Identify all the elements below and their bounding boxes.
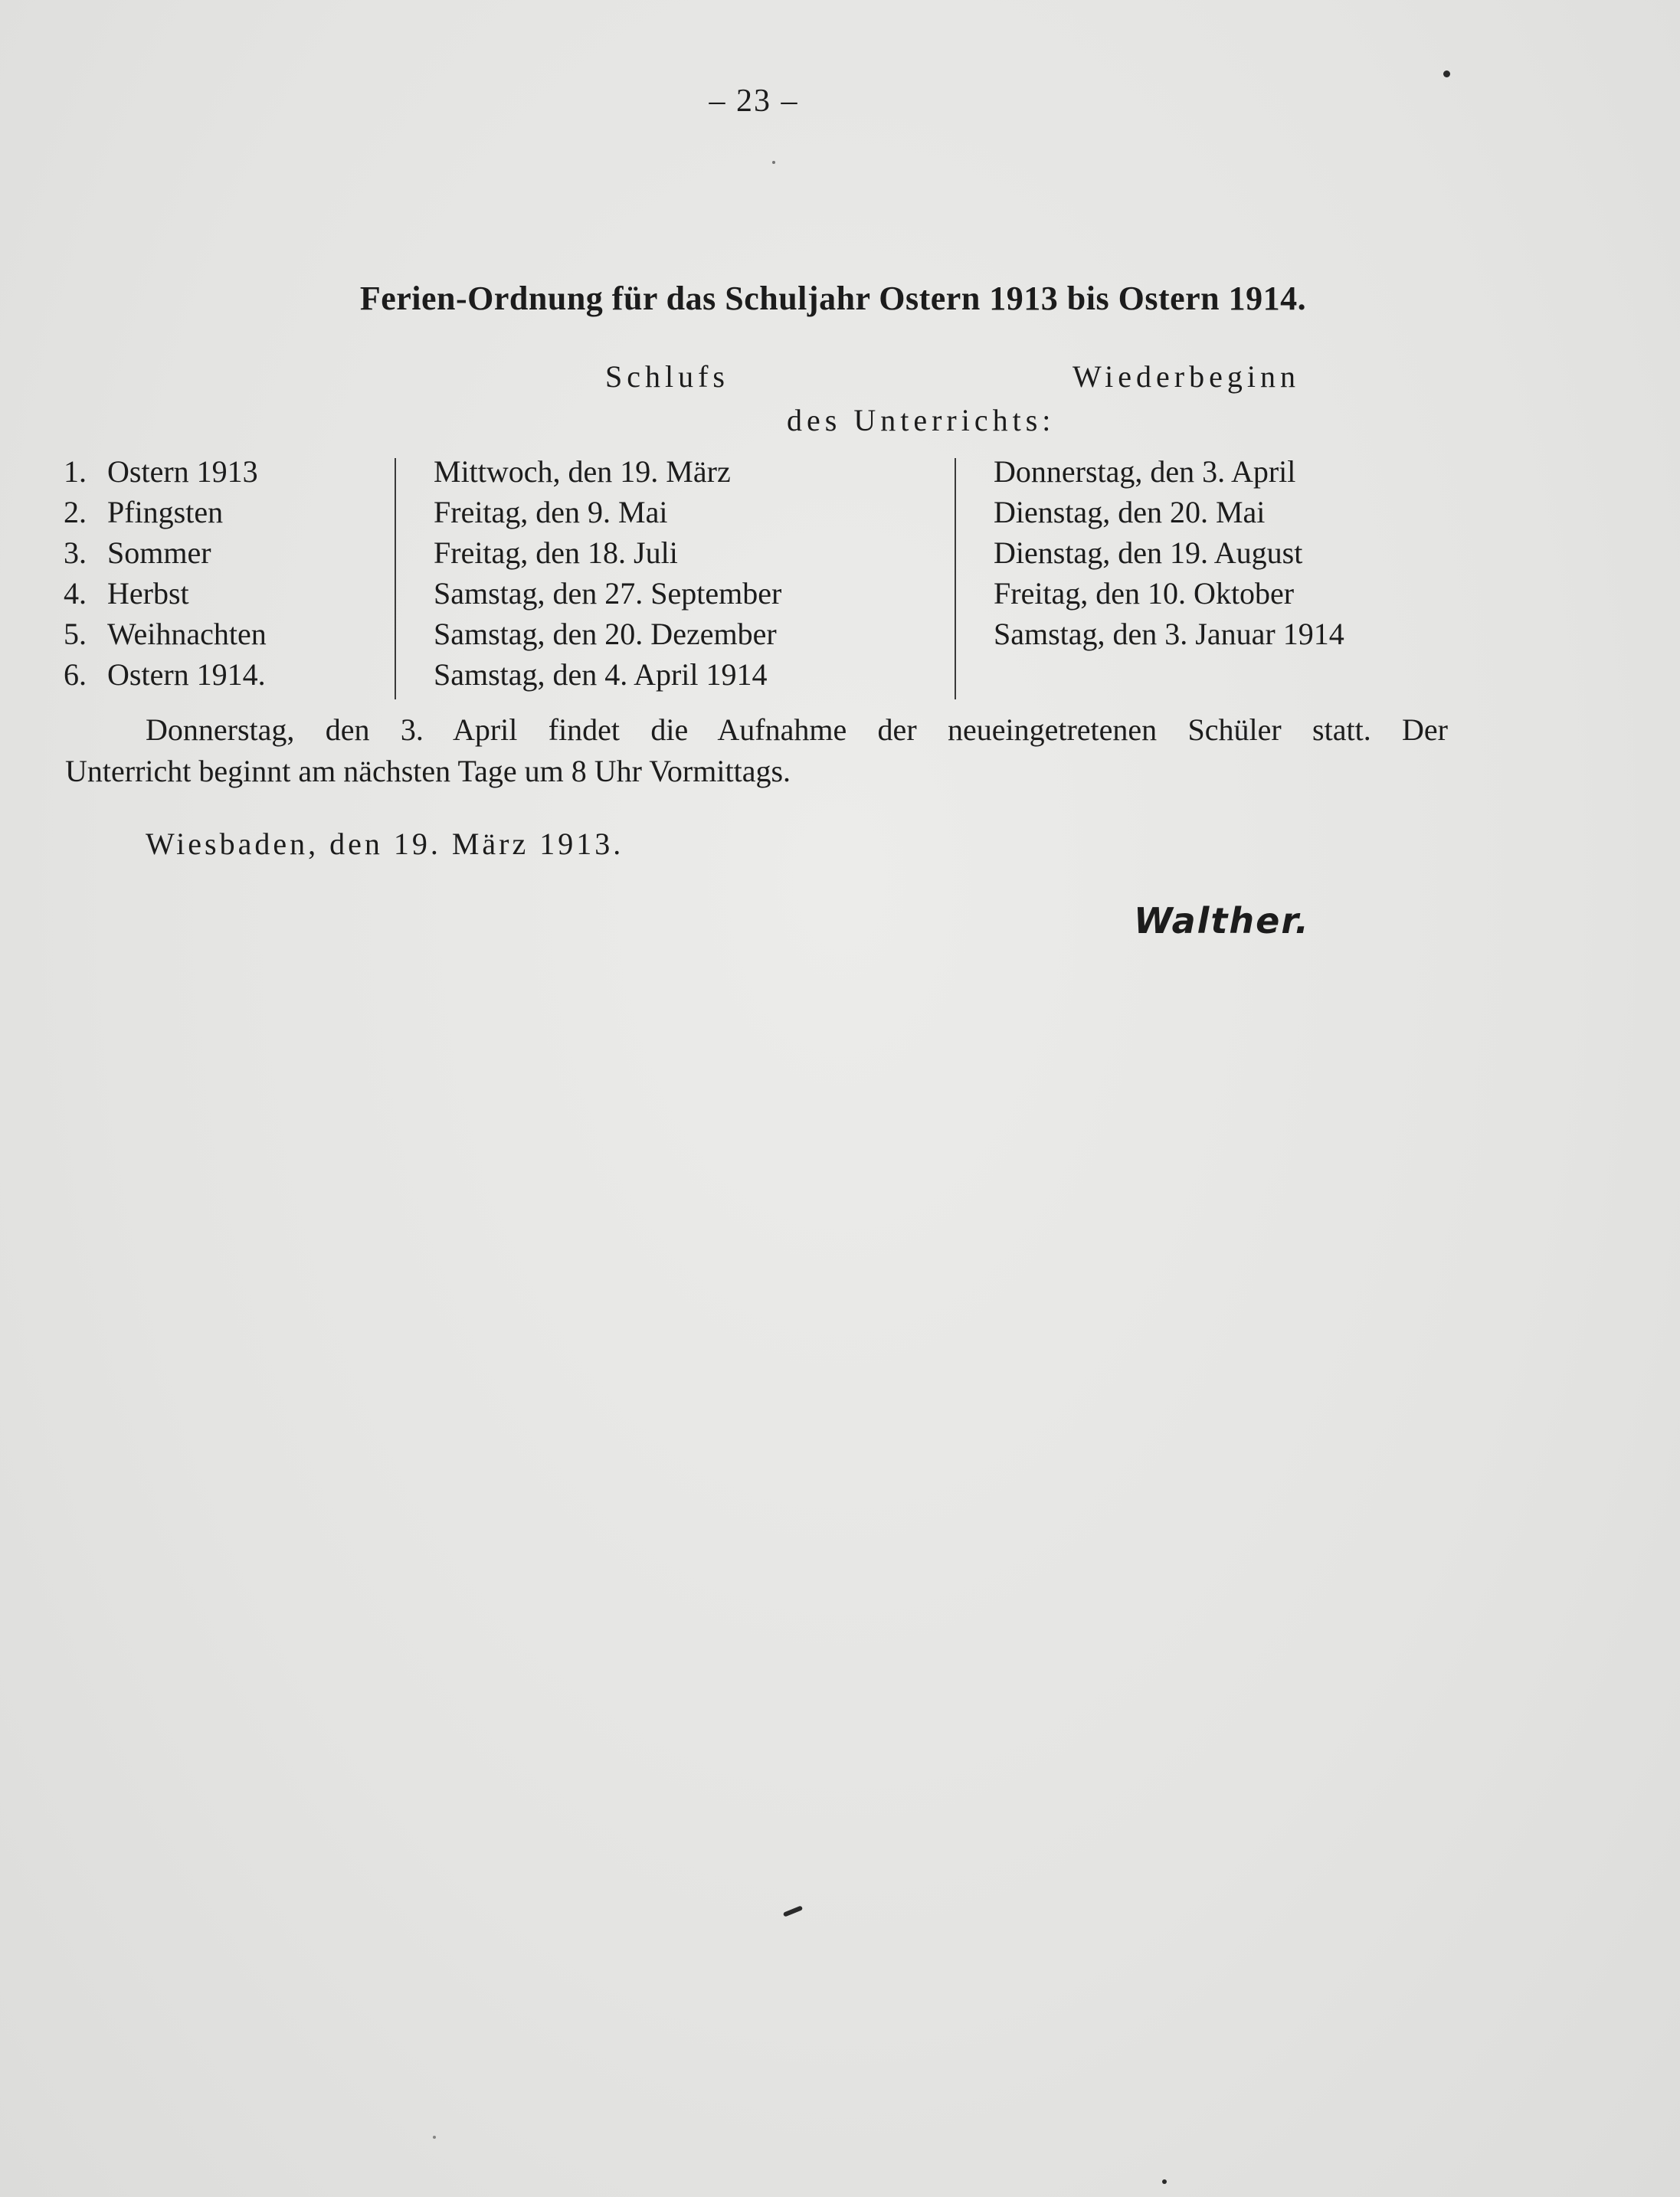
holiday-name: Herbst: [107, 576, 189, 611]
resume-date: Donnerstag, den 3. April: [994, 454, 1296, 489]
close-date: Samstag, den 4. April 1914: [434, 657, 768, 692]
holiday-name: Sommer: [107, 535, 211, 570]
place-and-date: Wiesbaden, den 19. März 1913.: [146, 827, 624, 861]
row-number: 2.: [64, 495, 87, 529]
paper-speck: [433, 2136, 436, 2139]
paper-speck: [772, 161, 775, 164]
resume-date: Freitag, den 10. Oktober: [994, 576, 1295, 611]
paper-speck: [1443, 70, 1450, 77]
close-date: Freitag, den 9. Mai: [434, 495, 668, 529]
close-date: Samstag, den 20. Dezember: [434, 617, 777, 651]
column-header-resume: Wiederbeginn: [1073, 359, 1300, 394]
row-number: 6.: [64, 657, 87, 692]
close-date: Freitag, den 18. Juli: [434, 535, 678, 570]
column-divider-left: [395, 458, 396, 699]
paper-speck: [1162, 2179, 1167, 2184]
admission-note-line-2: Unterricht beginnt am nächsten Tage um 8 Uhr Vormittags.: [65, 754, 791, 788]
page-number: – 23 –: [709, 83, 799, 119]
admission-note-line-1: Donnerstag, den 3. April findet die Aufnahme der neueingetretenen Schüler statt. Der: [146, 712, 1448, 747]
row-number: 1.: [64, 454, 87, 489]
row-number: 5.: [64, 617, 87, 651]
column-divider-right: [955, 458, 956, 699]
close-date: Samstag, den 27. September: [434, 576, 782, 611]
column-header-common: des Unterrichts:: [787, 403, 1056, 437]
holiday-name: Ostern 1913: [107, 454, 258, 489]
close-date: Mittwoch, den 19. März: [434, 454, 731, 489]
holiday-name: Weihnachten: [107, 617, 267, 651]
row-number: 3.: [64, 535, 87, 570]
document-title: Ferien-Ordnung für das Schuljahr Ostern 1913 bis Ostern 1914.: [359, 280, 1307, 317]
holiday-name: Ostern 1914.: [107, 657, 266, 692]
resume-date: Dienstag, den 19. August: [994, 535, 1303, 570]
column-header-close: Schlufs: [605, 359, 729, 394]
paper-speck: [783, 1905, 803, 1917]
resume-date: Samstag, den 3. Januar 1914: [994, 617, 1344, 651]
signature: Walther.: [1134, 900, 1310, 941]
holiday-name: Pfingsten: [107, 495, 224, 529]
resume-date: Dienstag, den 20. Mai: [994, 495, 1266, 529]
row-number: 4.: [64, 576, 87, 611]
